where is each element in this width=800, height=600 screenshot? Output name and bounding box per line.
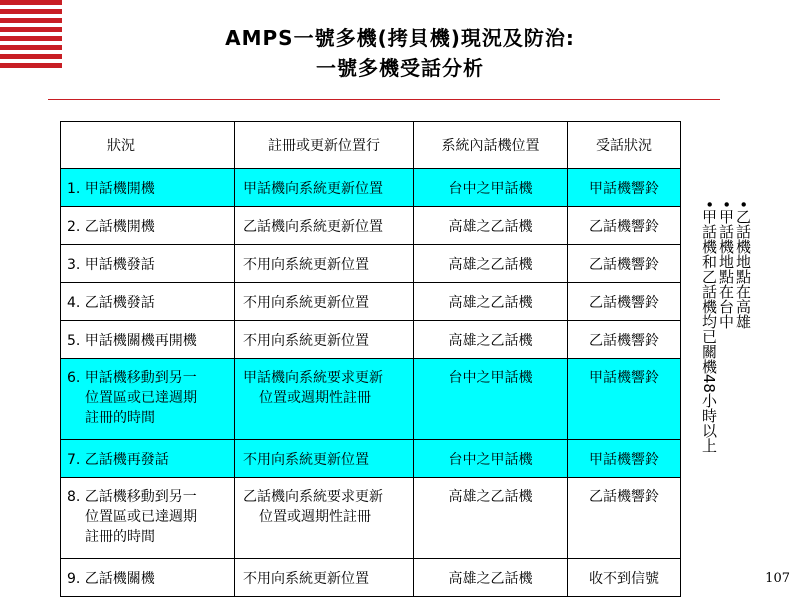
status-cell — [61, 559, 235, 597]
registration-cell — [235, 478, 414, 559]
side-note-item: •甲話機地點在台中 — [717, 200, 735, 329]
registration-text: 不用向系統更新位置 — [243, 294, 369, 311]
title-divider — [48, 99, 720, 100]
ring-status-cell: 乙話機響鈴 — [568, 245, 681, 283]
phone-location-cell: 高雄之乙話機 — [414, 559, 568, 597]
table-row — [61, 321, 681, 359]
registration-cell — [235, 283, 414, 321]
phone-location-cell: 高雄之乙話機 — [414, 283, 568, 321]
status-text: 註冊的時間 — [85, 410, 155, 426]
status-text: 7. 乙話機再發話 — [67, 451, 169, 468]
column-header: 註冊或更新位置行 — [235, 122, 414, 169]
status-text: 6. 甲話機移動到另一 — [67, 370, 197, 386]
ring-status-cell: 甲話機響鈴 — [568, 359, 681, 440]
status-text: 2. 乙話機開機 — [67, 218, 155, 235]
registration-text: 位置或週期性註冊 — [259, 509, 371, 525]
registration-text: 乙話機向系統要求更新 — [243, 489, 383, 505]
side-note-item: •乙話機地點在高雄 — [734, 200, 752, 329]
phone-location-cell: 高雄之乙話機 — [414, 321, 568, 359]
registration-text: 不用向系統更新位置 — [243, 256, 369, 273]
phone-location-cell: 台中之甲話機 — [414, 169, 568, 207]
table-row — [61, 359, 681, 440]
analysis-table — [60, 121, 681, 597]
registration-cell — [235, 245, 414, 283]
phone-location-cell: 高雄之乙話機 — [414, 245, 568, 283]
registration-text: 甲話機向系統更新位置 — [243, 180, 383, 197]
ring-status-cell: 甲話機響鈴 — [568, 440, 681, 478]
side-note-item: •甲話機和乙話機均已關機48小時以上 — [700, 200, 718, 453]
side-notes — [700, 200, 751, 470]
status-text: 位置區或已達週期 — [85, 509, 197, 525]
status-text: 註冊的時間 — [85, 529, 155, 545]
registration-cell — [235, 321, 414, 359]
registration-cell — [235, 559, 414, 597]
registration-cell — [235, 207, 414, 245]
phone-location-cell: 高雄之乙話機 — [414, 207, 568, 245]
table-header-row — [61, 122, 681, 169]
table-row — [61, 245, 681, 283]
table-row — [61, 169, 681, 207]
phone-location-cell: 高雄之乙話機 — [414, 478, 568, 559]
status-cell — [61, 207, 235, 245]
slide-subtitle: 一號多機受話分析 — [316, 56, 484, 80]
table-row — [61, 559, 681, 597]
status-text: 位置區或已達週期 — [85, 390, 197, 406]
page-number: 107 — [765, 571, 790, 586]
table-row — [61, 207, 681, 245]
registration-text: 乙話機向系統更新位置 — [243, 218, 383, 235]
ring-status-cell: 乙話機響鈴 — [568, 207, 681, 245]
status-cell — [61, 321, 235, 359]
slide-title: AMPS一號多機(拷貝機)現況及防治: — [225, 26, 575, 50]
column-header: 系統內話機位置 — [414, 122, 568, 169]
status-cell — [61, 440, 235, 478]
registration-text: 不用向系統更新位置 — [243, 451, 369, 468]
status-text: 5. 甲話機關機再開機 — [67, 332, 197, 349]
ring-status-cell: 乙話機響鈴 — [568, 478, 681, 559]
table-row — [61, 478, 681, 559]
column-header: 受話狀況 — [568, 122, 681, 169]
registration-cell — [235, 359, 414, 440]
status-cell — [61, 359, 235, 440]
phone-location-cell: 台中之甲話機 — [414, 440, 568, 478]
ring-status-cell: 乙話機響鈴 — [568, 283, 681, 321]
column-header: 狀況 — [61, 122, 235, 169]
ring-status-cell: 乙話機響鈴 — [568, 321, 681, 359]
status-cell — [61, 245, 235, 283]
registration-text: 不用向系統更新位置 — [243, 570, 369, 587]
ring-status-cell: 甲話機響鈴 — [568, 169, 681, 207]
status-text: 9. 乙話機關機 — [67, 570, 155, 587]
status-text: 4. 乙話機發話 — [67, 294, 155, 311]
registration-cell — [235, 440, 414, 478]
registration-text: 不用向系統更新位置 — [243, 332, 369, 349]
registration-text: 甲話機向系統要求更新 — [243, 370, 383, 386]
status-cell — [61, 478, 235, 559]
table-row — [61, 440, 681, 478]
status-text: 1. 甲話機開機 — [67, 180, 155, 197]
status-text: 3. 甲話機發話 — [67, 256, 155, 273]
status-text: 8. 乙話機移動到另一 — [67, 489, 197, 505]
registration-text: 位置或週期性註冊 — [259, 390, 371, 406]
status-cell — [61, 283, 235, 321]
table-row — [61, 283, 681, 321]
phone-location-cell: 台中之甲話機 — [414, 359, 568, 440]
registration-cell — [235, 169, 414, 207]
status-cell — [61, 169, 235, 207]
ring-status-cell: 收不到信號 — [568, 559, 681, 597]
